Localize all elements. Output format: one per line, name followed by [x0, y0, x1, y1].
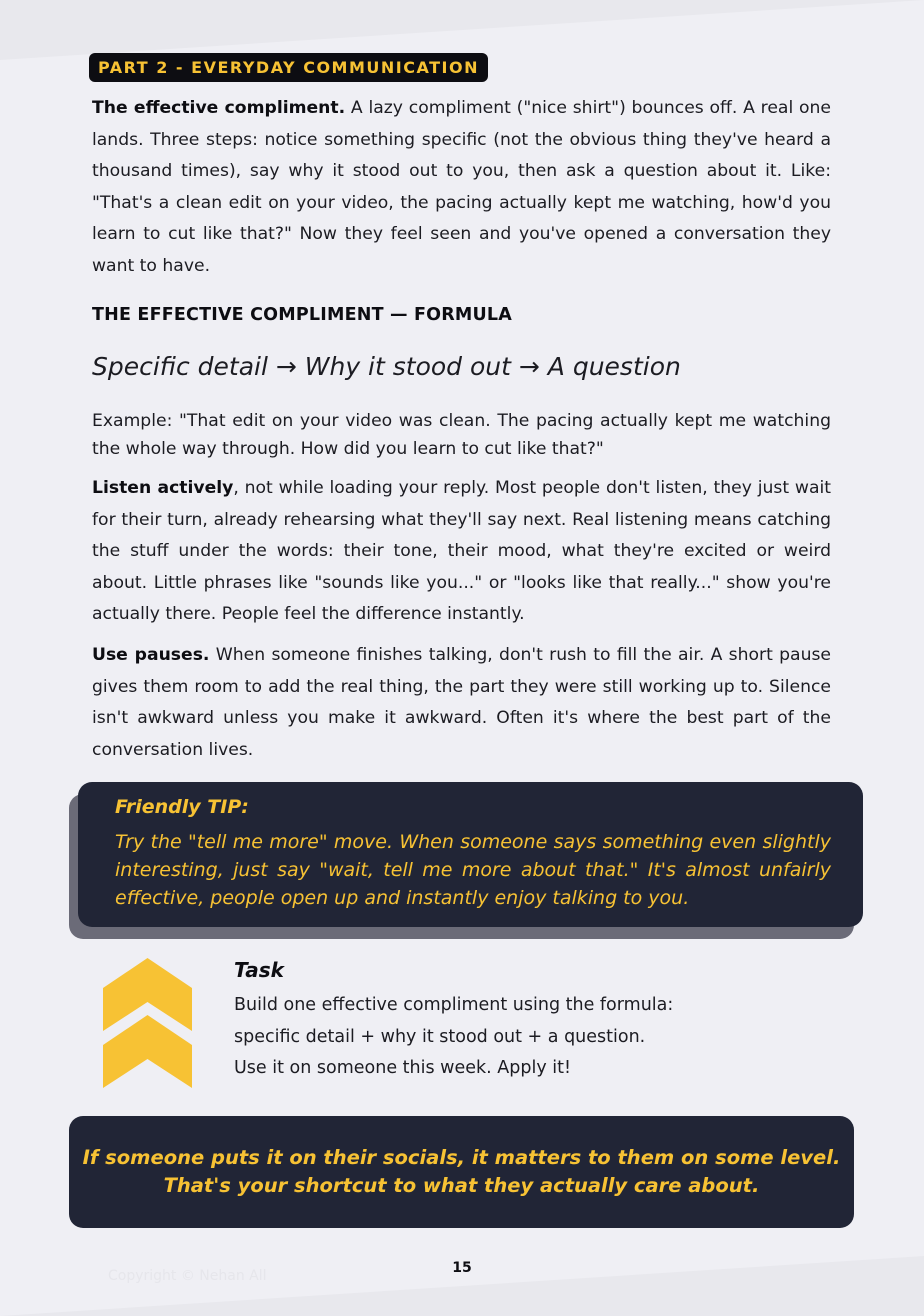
background-shape-top [0, 0, 924, 60]
paragraph-lead: Listen actively [92, 478, 234, 498]
paragraph-listen-actively [92, 473, 831, 631]
copyright-watermark: Copyright © Nehan All [108, 1268, 267, 1284]
formula-line: Specific detail → Why it stood out → A question [92, 352, 681, 381]
paragraph-use-pauses [92, 640, 831, 766]
paragraph-effective-compliment [92, 93, 831, 282]
tip-text: Try the "tell me more" move. When someone says something even slightly interesting, just say "wait, tell me more about that." It's almost unfairly effective, people open up and instantly enjoy talking to you. [115, 831, 831, 909]
callout-line-2: That's your shortcut to what they actually care about. [163, 1174, 760, 1197]
task-line: Build one effective compliment using the formula: [234, 995, 674, 1015]
callout-text [83, 1144, 841, 1200]
formula-example: Example: "That edit on your video was clean. The pacing actually kept me watching the whole way through. How did you learn to cut like that?" [92, 411, 831, 459]
task-title: Task [234, 958, 284, 982]
task-line: Use it on someone this week. Apply it! [234, 1058, 571, 1078]
paragraph-body: A lazy compliment ("nice shirt") bounces off. A real one lands. Three steps: notice something specific (not the obvious thing they've heard a thousand times), say why it stood out to you, then ask a question about it. Like: "That's a clean edit on your video, the pacing actually kept me watching, how'd you learn to cut like that?" Now they feel seen and you've opened a conversation they want to have. [92, 98, 831, 276]
page-number: 15 [452, 1260, 472, 1276]
tip-title: Friendly TIP: [115, 796, 249, 818]
callout-box [69, 1116, 854, 1228]
tip-box [78, 782, 863, 927]
paragraph-lead: Use pauses. [92, 645, 210, 665]
formula-heading: THE EFFECTIVE COMPLIMENT — FORMULA [92, 305, 513, 325]
callout-line-1: If someone puts it on their socials, it matters to them on some level. [82, 1146, 841, 1169]
paragraph-body: When someone finishes talking, don't rush to fill the air. A short pause gives them room to add the real thing, the part they were still working up to. Silence isn't awkward unless you make it awkward. Often it's where the best part of the conversation lives. [92, 645, 831, 760]
double-chevron-up-icon [103, 958, 192, 1088]
paragraph-lead: The effective compliment. [92, 98, 346, 118]
paragraph-body: , not while loading your reply. Most people don't listen, they just wait for their turn, already rehearsing what they'll say next. Real listening means catching the stuff under the words: their tone, their mood, what they're excited or weird about. Little phrases like "sounds like you..." or "looks like that really..." show you're actually there. People feel the difference instantly. [92, 478, 831, 624]
part-badge: PART 2 - EVERYDAY COMMUNICATION [89, 53, 488, 82]
task-line: specific detail + why it stood out + a question. [234, 1027, 646, 1047]
